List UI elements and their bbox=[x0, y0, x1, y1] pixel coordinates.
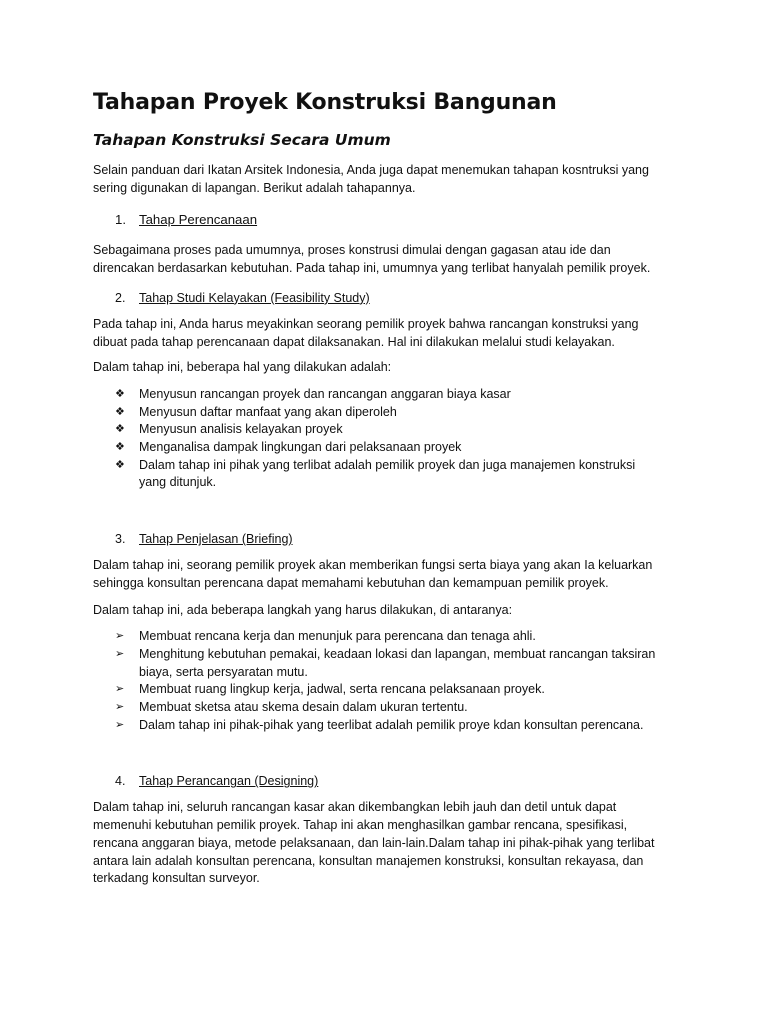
text-line: antara lain adalah konsultan perencana, konsultan manajemen konstruksi, konsultan rekayasa, dan bbox=[93, 853, 644, 868]
step1-paragraph bbox=[93, 242, 683, 277]
text-line: Dalam tahap ini pihak yang terlibat adalah pemilik proyek dan juga manajemen konstruksi bbox=[139, 457, 636, 472]
list-item bbox=[93, 717, 683, 735]
list-item-text: Membuat sketsa atau skema desain dalam ukuran tertentu. bbox=[139, 700, 468, 715]
text-line: yang ditunjuk. bbox=[139, 475, 217, 490]
step2-bullet-list bbox=[93, 386, 683, 492]
step-heading-3 bbox=[93, 530, 683, 548]
list-item bbox=[93, 699, 683, 717]
step2-paragraph bbox=[93, 316, 683, 351]
step-title: Tahap Studi Kelayakan (Feasibility Study) bbox=[139, 290, 370, 305]
diamond-bullet-icon: ❖ bbox=[115, 405, 125, 418]
intro-line: Selain panduan dari Ikatan Arsitek Indonesia, Anda juga dapat menemukan tahapan kosntruksi yang bbox=[93, 163, 649, 177]
diamond-bullet-icon: ❖ bbox=[115, 387, 125, 400]
text-line: biaya, serta persyaratan mutu. bbox=[139, 664, 308, 679]
list-item-text: Menyusun daftar manfaat yang akan diperoleh bbox=[139, 404, 397, 419]
text-line: rencana anggaran biaya, metode pelaksanaan, dan lain-lain.Dalam tahap ini pihak-pihak yang terlibat bbox=[93, 835, 655, 850]
step-title: Tahap Perencanaan bbox=[139, 212, 258, 228]
arrowhead-bullet-icon: ➢ bbox=[115, 701, 125, 714]
list-item-text: Menyusun analisis kelayakan proyek bbox=[139, 422, 343, 437]
list-item bbox=[93, 681, 683, 699]
step-number: 3. bbox=[115, 532, 126, 547]
arrowhead-bullet-icon: ➢ bbox=[115, 630, 125, 643]
diamond-bullet-icon: ❖ bbox=[115, 441, 125, 454]
list-item-text: Menyusun rancangan proyek dan rancangan anggaran biaya kasar bbox=[139, 386, 511, 401]
arrowhead-bullet-icon: ➢ bbox=[115, 647, 125, 660]
list-item-text bbox=[139, 646, 683, 681]
text-line: direncakan berdasarkan kebutuhan. Pada tahap ini, umumnya yang terlibat hanyalah pemilik proyek. bbox=[93, 261, 651, 276]
text-line: Dalam tahap ini, seorang pemilik proyek akan memberikan fungsi serta biaya yang akan Ia keluarkan bbox=[93, 558, 653, 573]
text-line: Pada tahap ini, Anda harus meyakinkan seorang pemilik proyek bahwa rancangan konstruksi yang bbox=[93, 316, 639, 331]
text-line: dibuat pada tahap perencanaan dapat dilaksanakan. Hal ini dilakukan melalui studi kelayakan. bbox=[93, 334, 615, 349]
step4-paragraph bbox=[93, 799, 683, 888]
page-title: Tahapan Proyek Konstruksi Bangunan bbox=[93, 90, 557, 115]
text-line: memenuhi kebutuhan pemilik proyek. Tahap ini akan menghasilkan gambar rencana, spesifikasi, bbox=[93, 818, 628, 833]
intro-paragraph bbox=[93, 162, 683, 197]
step-heading-2 bbox=[93, 289, 683, 307]
step-title: Tahap Perancangan (Designing) bbox=[139, 774, 319, 789]
list-item-text: Membuat ruang lingkup kerja, jadwal, serta rencana pelaksanaan proyek. bbox=[139, 682, 545, 697]
arrowhead-bullet-icon: ➢ bbox=[115, 683, 125, 696]
text-line: Menghitung kebutuhan pemakai, keadaan lokasi dan lapangan, membuat rancangan taksiran bbox=[139, 646, 656, 661]
step-number: 1. bbox=[115, 212, 126, 228]
step3-paragraph bbox=[93, 557, 683, 592]
section-subtitle: Tahapan Konstruksi Secara Umum bbox=[93, 131, 391, 149]
list-item-text: Menganalisa dampak lingkungan dari pelaksanaan proyek bbox=[139, 440, 462, 455]
text-line: Dalam tahap ini, seluruh rancangan kasar akan dikembangkan lebih jauh dan detil untuk dapat bbox=[93, 800, 617, 815]
step-heading-4 bbox=[93, 772, 683, 790]
diamond-bullet-icon: ❖ bbox=[115, 458, 125, 471]
intro-line: sering digunakan di lapangan. Berikut adalah tahapannya. bbox=[93, 180, 416, 195]
text-line: Sebagaimana proses pada umumnya, proses konstrusi dimulai dengan gagasan atau ide dan bbox=[93, 243, 611, 258]
list-item bbox=[93, 646, 683, 681]
text-line: terkadang konsultan surveyor. bbox=[93, 871, 260, 886]
list-item-text: Membuat rencana kerja dan menunjuk para perencana dan tenaga ahli. bbox=[139, 629, 536, 644]
list-item bbox=[93, 386, 683, 404]
step-heading-1 bbox=[93, 211, 683, 229]
step-title: Tahap Penjelasan (Briefing) bbox=[139, 532, 293, 547]
step-number: 4. bbox=[115, 774, 126, 789]
text-line: sehingga konsultan perencana dapat memahami kebutuhan dan kemampuan pemilik proyek. bbox=[93, 575, 609, 590]
diamond-bullet-icon: ❖ bbox=[115, 423, 125, 436]
list-item bbox=[93, 439, 683, 457]
list-item bbox=[93, 457, 683, 492]
step3-lead: Dalam tahap ini, ada beberapa langkah yang harus dilakukan, di antaranya: bbox=[93, 602, 513, 617]
list-item bbox=[93, 421, 683, 439]
list-item bbox=[93, 404, 683, 422]
step2-lead: Dalam tahap ini, beberapa hal yang dilakukan adalah: bbox=[93, 360, 392, 375]
list-item bbox=[93, 628, 683, 646]
list-item-text bbox=[139, 457, 683, 492]
list-item-text: Dalam tahap ini pihak-pihak yang teerlibat adalah pemilik proye kdan konsultan perencana. bbox=[139, 717, 644, 732]
step3-bullet-list bbox=[93, 628, 683, 734]
step-number: 2. bbox=[115, 290, 126, 305]
document-body bbox=[93, 86, 683, 888]
arrowhead-bullet-icon: ➢ bbox=[115, 718, 125, 731]
